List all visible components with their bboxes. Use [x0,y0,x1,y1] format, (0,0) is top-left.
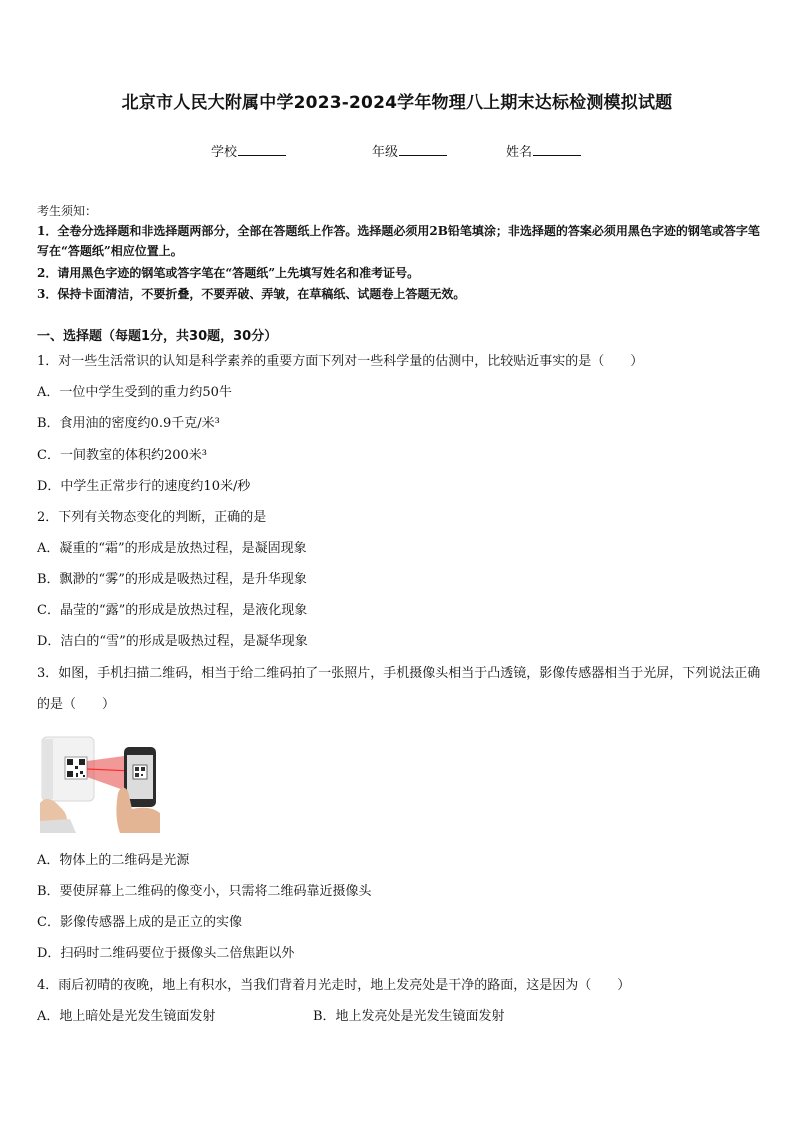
student-info-row [0,141,794,161]
option-d: D．洁白的“雪”的形成是吸热过程，是凝华现象 [37,634,308,649]
option-c: C．一间教室的体积约200米³ [37,448,207,463]
option-c: C．影像传感器上成的是正立的实像 [37,915,242,930]
option-b: B．飘渺的“雾”的形成是吸热过程，是升华现象 [37,572,307,587]
notice-heading: 考生须知： [37,204,98,218]
page-title: 北京市人民大附属中学2023-2024学年物理八上期末达标检测模拟试题 [121,93,673,113]
grade-field [372,141,447,160]
option-b: B．食用油的密度约0.9千克/米³ [37,416,220,431]
notice-item: 3．保持卡面清洁，不要折叠，不要弄破、弄皱，在草稿纸、试题卷上答题无效。 [37,287,466,301]
option-b: B．地上发亮处是光发生镜面发射 [313,1009,505,1024]
question-stem: 1．对一些生活常识的认知是科学素养的重要方面下列对一些科学量的估测中，比较贴近事实的是（ ） [37,354,644,369]
grade-label: 年级 [372,145,399,160]
option-d: D．中学生正常步行的速度约10米/秒 [37,479,251,494]
name-field [506,141,581,160]
qr-scan-photo [40,733,162,833]
option-a: A．地上暗处是光发生镜面发射 [37,1009,216,1024]
section-heading: 一、选择题（每题1分，共30题，30分） [37,329,278,344]
school-label: 学校 [211,145,238,160]
school-blank [238,143,286,156]
option-a: A．凝重的“霜”的形成是放热过程，是凝固现象 [37,541,307,556]
option-c: C．晶莹的“露”的形成是放热过程，是液化现象 [37,603,308,618]
question-stem: 4．雨后初晴的夜晚，地上有积水，当我们背着月光走时，地上发亮处是干净的路面，这是因为（ ） [37,978,631,993]
notice-item: 1．全卷分选择题和非选择题两部分，全部在答题纸上作答。选择题必须用2B铅笔填涂；非选择题的答案必须用黑色字迹的钢笔或答字笔写在“答题纸”相应位置上。 [37,224,760,258]
option-a: A．一位中学生受到的重力约50牛 [37,385,232,400]
school-field [211,141,286,160]
grade-blank [399,143,447,156]
option-a: A．物体上的二维码是光源 [37,853,190,868]
option-b: B．要使屏幕上二维码的像变小，只需将二维码靠近摄像头 [37,884,372,899]
qr-scan-illustration [40,733,162,833]
question-stem: 3．如图，手机扫描二维码，相当于给二维码拍了一张照片，手机摄像头相当于凸透镜，影像传感器相当于光屏，下列说法正确的是（ ） [37,666,761,712]
name-label: 姓名 [506,145,533,160]
question-stem: 2．下列有关物态变化的判断，正确的是 [37,510,267,525]
name-blank [533,143,581,156]
notice-item: 2．请用黑色字迹的钢笔或答字笔在“答题纸”上先填写姓名和准考证号。 [37,266,420,280]
option-d: D．扫码时二维码要位于摄像头二倍焦距以外 [37,946,295,961]
